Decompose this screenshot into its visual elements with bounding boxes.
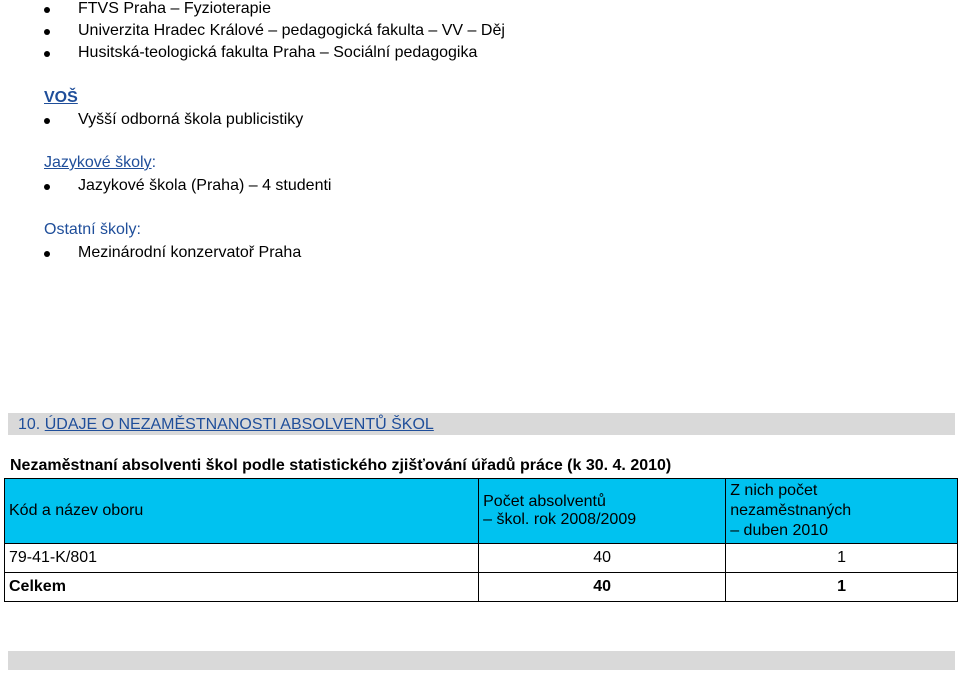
jazykove-heading xyxy=(44,153,156,173)
cell-total-graduates: 40 xyxy=(479,573,726,602)
cell-code: 79-41-K/801 xyxy=(5,544,479,573)
list-item-text: Mezinárodní konzervatoř Praha xyxy=(78,244,302,261)
list-item-text: FTVS Praha – Fyzioterapie xyxy=(78,0,271,17)
bullet-icon xyxy=(44,51,50,57)
header-unemployed-line2: nezaměstnaných xyxy=(730,502,852,519)
section-title xyxy=(18,415,434,435)
vos-heading: VOŠ xyxy=(44,89,78,106)
bullet-icon xyxy=(44,118,50,124)
header-unemployed-line3: – duben 2010 xyxy=(730,522,829,539)
table-total-row xyxy=(5,573,958,602)
bullet-icon xyxy=(44,251,50,257)
list-item-text: Univerzita Hradec Králové – pedagogická fakulta – VV – Děj xyxy=(78,22,505,39)
cell-unemployed: 1 xyxy=(726,544,958,573)
header-unemployed xyxy=(726,479,958,544)
cell-total-label: Celkem xyxy=(5,573,479,602)
table-row xyxy=(5,544,958,573)
table-caption: Nezaměstnaní absolventi škol podle statistického zjišťování úřadů práce (k 30. 4. 2010) xyxy=(10,457,672,474)
bullet-icon xyxy=(44,7,50,13)
bullet-icon xyxy=(44,29,50,35)
ostatni-heading: Ostatní školy: xyxy=(44,221,141,238)
list-item-text: Vyšší odborná škola publicistiky xyxy=(78,111,304,128)
header-graduates xyxy=(479,479,726,544)
section-number: 10. xyxy=(18,416,41,433)
jazykove-heading-colon: : xyxy=(151,154,157,171)
bullet-icon xyxy=(44,184,50,190)
list-item-text: Jazykové škola (Praha) – 4 studenti xyxy=(78,177,332,194)
cell-graduates: 40 xyxy=(479,544,726,573)
jazykove-heading-text: Jazykové školy xyxy=(44,154,152,171)
header-unemployed-line1: Z nich počet xyxy=(730,482,818,499)
table-header-row xyxy=(5,479,958,544)
section-header-bar xyxy=(8,413,955,435)
unemployment-table xyxy=(4,478,958,602)
header-graduates-line1: Počet absolventů xyxy=(483,493,606,510)
next-section-bar xyxy=(8,651,955,670)
section-title-link[interactable]: ÚDAJE O NEZAMĚSTNANOSTI ABSOLVENTŮ ŠKOL xyxy=(44,416,434,433)
list-item-text: Husitská-teologická fakulta Praha – Sociální pedagogika xyxy=(78,44,478,61)
cell-total-unemployed: 1 xyxy=(726,573,958,602)
header-graduates-line2: – škol. rok 2008/2009 xyxy=(483,511,637,528)
header-code-name: Kód a název oboru xyxy=(5,479,479,544)
